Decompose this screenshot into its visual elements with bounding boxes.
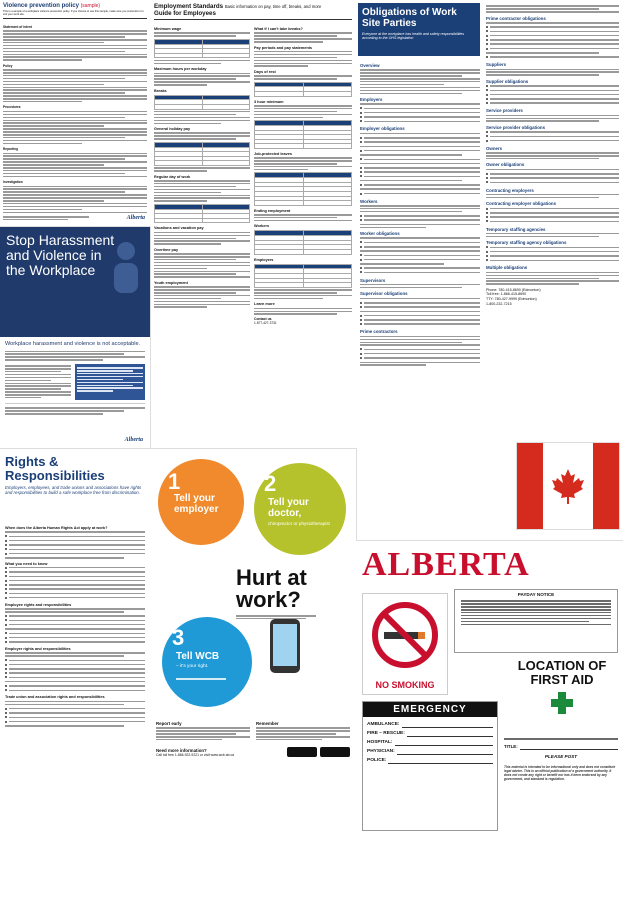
violence-body xyxy=(3,22,147,212)
violence-section-heading: Statement of intent xyxy=(3,25,32,29)
employment-heading: Regular day of work xyxy=(154,174,191,179)
rights-title: Rights & Responsibilities xyxy=(5,454,105,483)
employment-header xyxy=(154,3,352,20)
first-aid-sign xyxy=(506,659,618,723)
emergency-row-label: AMBULANCE: xyxy=(367,722,400,727)
obligations-heading: Suppliers xyxy=(486,62,507,68)
employment-heading: Breaks xyxy=(154,88,167,93)
step3-sub: – it's your right. xyxy=(176,664,209,669)
violence-title: Violence prevention policy xyxy=(3,3,79,9)
emergency-card xyxy=(362,701,498,831)
emergency-row xyxy=(367,729,493,738)
employment-heading: Job-protected leaves xyxy=(254,151,292,156)
payday-notice xyxy=(454,589,618,653)
employment-heading: Workers xyxy=(254,224,270,229)
employment-standards-panel xyxy=(150,0,357,448)
step3-label: Tell WCB xyxy=(176,651,220,662)
min-wage-table xyxy=(154,39,250,59)
canada-flag xyxy=(516,442,620,530)
obligations-title-line2: Site Parties xyxy=(362,18,417,29)
employment-col2 xyxy=(254,24,352,325)
rights-heading: When does the Alberta Human Rights Act apply at work? xyxy=(5,526,108,530)
wcb-phone-line: Call toll free 1-866-922-9221 or visit www.wcb.ab.ca xyxy=(156,752,235,757)
obligations-panel xyxy=(356,0,623,540)
alberta-notices-panel xyxy=(356,540,623,900)
emergency-title: EMERGENCY xyxy=(363,702,497,717)
employment-heading: 3 hour minimum xyxy=(254,99,284,104)
need-more-heading: Need more information? xyxy=(156,747,207,753)
obligations-heading: Owners xyxy=(486,145,503,151)
remember-heading: Remember xyxy=(256,721,279,726)
employment-heading: Minimum wage xyxy=(154,27,182,31)
step2-sub: chiropractor or physiotherapist xyxy=(268,521,330,526)
obligations-heading: Overview xyxy=(360,63,380,68)
obligations-heading: Workers xyxy=(360,198,378,204)
obligations-tty: TTY: 780-427-9999 (Edmonton) xyxy=(486,297,537,302)
employment-title-suffix: Basic information on pay, time off, breaks, and more xyxy=(224,4,322,9)
violence-title-note: (sample) xyxy=(80,3,101,9)
report-early-heading: Report early xyxy=(156,721,182,726)
harassment-panel xyxy=(0,226,151,449)
emergency-row-label: FIRE – RESCUE: xyxy=(367,731,405,736)
maple-leaf-icon xyxy=(548,466,588,506)
title-label: TITLE: xyxy=(504,744,518,750)
violence-section-heading: Policy xyxy=(3,63,13,68)
contact-label: Contact us xyxy=(254,316,272,321)
employment-heading: Employers xyxy=(254,257,274,262)
hurt-heading xyxy=(236,567,336,621)
harassment-title: Stop Harassment and Violence in the Workplace xyxy=(6,232,115,278)
violence-section-heading: Procedures xyxy=(3,105,21,110)
violence-footer xyxy=(3,212,147,225)
employment-heading: Youth employment xyxy=(154,280,188,285)
app-badges xyxy=(287,747,350,757)
first-aid-line2: FIRST AID xyxy=(530,672,594,687)
rest-table xyxy=(254,82,352,97)
obligations-heading: Service providers xyxy=(486,108,523,114)
obligations-contact xyxy=(486,288,619,306)
harassment-hero xyxy=(0,227,150,337)
obligations-col2 xyxy=(486,4,619,306)
breaks-table xyxy=(154,95,250,110)
no-smoking-label: NO SMOKING xyxy=(375,680,435,690)
obligations-heading: Service provider obligations xyxy=(486,124,546,130)
emergency-row xyxy=(367,720,493,729)
obligations-intro: Everyone at the workplace has health and safety responsibilities according to the OHS legislation xyxy=(362,32,465,41)
hurt-line2: work? xyxy=(236,587,301,612)
hurt-line1: Hurt at xyxy=(236,565,307,590)
google-play-icon xyxy=(320,747,350,757)
harassment-body xyxy=(5,341,145,443)
obligations-heading: Employers xyxy=(360,97,383,103)
rights-heading: Trade union and association rights and responsibilities xyxy=(5,695,105,700)
employment-heading: Ending employment xyxy=(254,208,291,213)
employment-heading: Pay periods and pay statements xyxy=(254,45,313,50)
averaging-table xyxy=(154,204,250,224)
app-store-icon xyxy=(287,747,317,757)
employment-subtitle: Guide for Employees xyxy=(154,10,216,17)
obligations-heading: Owner obligations xyxy=(486,162,525,168)
rights-heading: Employer rights and responsibilities xyxy=(5,646,71,651)
obligations-heading: Contracting employer obligations xyxy=(486,201,557,207)
employment-heading: Learn more xyxy=(254,302,275,307)
obligations-heading: Supervisors xyxy=(360,277,386,283)
emergency-row-label: HOSPITAL: xyxy=(367,740,393,745)
notice-workers-table xyxy=(254,230,352,254)
obligations-heading: Temporary staffing agencies xyxy=(486,226,546,232)
employment-heading: Days of rest xyxy=(254,69,276,74)
harassment-subtitle: Workplace harassment and violence is not acceptable. xyxy=(5,341,141,347)
wcb-info xyxy=(156,721,350,757)
phone-illustration xyxy=(270,619,300,673)
obligations-phone: Phone: 780-415-8690 (Edmonton) xyxy=(486,287,541,292)
alberta-logo: Alberta xyxy=(126,215,145,221)
obligations-tty-free: 1-800-232-7215 xyxy=(486,301,512,306)
obligations-heading: Prime contractor obligations xyxy=(486,15,546,21)
obligations-toll-free: Toll free: 1-866-415-8690 xyxy=(486,292,527,297)
violence-section-heading: Reporting xyxy=(3,147,19,152)
step1-label: Tell your employer xyxy=(174,493,219,515)
rights-panel xyxy=(0,448,151,900)
obligations-heading: Contracting employers xyxy=(486,187,534,193)
wcb-panel xyxy=(150,448,357,900)
obligations-heading: Worker obligations xyxy=(360,231,400,237)
emergency-row-label: POLICE: xyxy=(367,758,387,763)
employment-heading: Vacations and vacation pay xyxy=(154,226,204,231)
payday-title: PAYDAY NOTICE xyxy=(517,592,555,597)
no-smoking-icon xyxy=(370,600,440,670)
obligations-col1 xyxy=(360,60,480,367)
alberta-wordmark: ALBERTA xyxy=(362,546,530,583)
step2-label: Tell your doctor, xyxy=(268,497,309,519)
employment-heading: Overtime pay xyxy=(154,247,179,252)
employment-col1 xyxy=(154,24,250,309)
leave-length-table xyxy=(254,172,352,205)
first-aid-cross-icon xyxy=(549,690,575,716)
posting-info xyxy=(504,737,618,759)
violence-section-heading: Investigation xyxy=(3,180,23,185)
no-smoking-sign xyxy=(362,593,448,695)
emergency-row xyxy=(367,756,493,765)
notice-employers-table xyxy=(254,264,352,288)
violence-subtitle: This is a sample of a workplace violence prevention policy. If you choose to use this sample, make sure you customize it to suit your work site. xyxy=(3,10,144,17)
obligations-title-block xyxy=(358,3,480,56)
obligations-heading: Multiple obligations xyxy=(486,265,528,271)
employment-heading: General holiday pay xyxy=(154,127,191,132)
obligations-title-line1: Obligations of Work xyxy=(362,7,457,18)
employment-heading: Maximum hours per workday xyxy=(154,67,207,72)
harassment-graphic xyxy=(106,237,146,297)
leaves-table xyxy=(254,120,352,149)
emergency-row xyxy=(367,747,493,756)
emergency-row xyxy=(367,738,493,747)
employment-heading: What if I can't take breaks? xyxy=(254,27,303,31)
disclaimer: This material is intended to be informational only and does not constitute legal advice. This is an official publication of a government authority. It does not create any right or benefit nor has it been endorsed by any government, and standard is regulation. xyxy=(504,765,616,781)
obligations-heading: Supervisor obligations xyxy=(360,291,408,297)
holiday-table xyxy=(154,142,250,166)
violence-policy-panel xyxy=(0,0,151,226)
step-circle-wcb: 3 Tell WCB – it's your right. xyxy=(162,617,252,707)
rights-heading: Employee rights and responsibilities xyxy=(5,602,72,607)
please-post-label: PLEASE POST xyxy=(544,753,578,759)
employment-title: Employment Standards xyxy=(154,3,224,10)
obligations-heading: Employer obligations xyxy=(360,126,405,132)
obligations-heading: Temporary staffing agency obligations xyxy=(486,240,567,246)
alberta-logo: Alberta xyxy=(124,437,143,443)
employment-toll-free: 1-877-427-3731 xyxy=(254,320,277,325)
obligations-heading: Prime contractors xyxy=(360,329,398,335)
rights-heading: What you need to know xyxy=(5,561,48,566)
step-circle-doctor: 2 Tell your doctor, chiropractor or physiotherapist xyxy=(254,463,346,555)
first-aid-line1: LOCATION OF xyxy=(517,658,607,673)
step-circle-employer: 1 Tell your employer xyxy=(158,459,244,545)
emergency-row-label: PHYSICIAN: xyxy=(367,749,395,754)
rights-body xyxy=(5,523,145,728)
violence-header xyxy=(3,3,147,19)
rights-header xyxy=(5,455,145,496)
rights-subtitle: Employers, employees, and trade unions and associations have rights and responsibilities to build a safe workplace free from discrimination. xyxy=(5,485,142,496)
obligations-heading: Supplier obligations xyxy=(486,78,529,84)
